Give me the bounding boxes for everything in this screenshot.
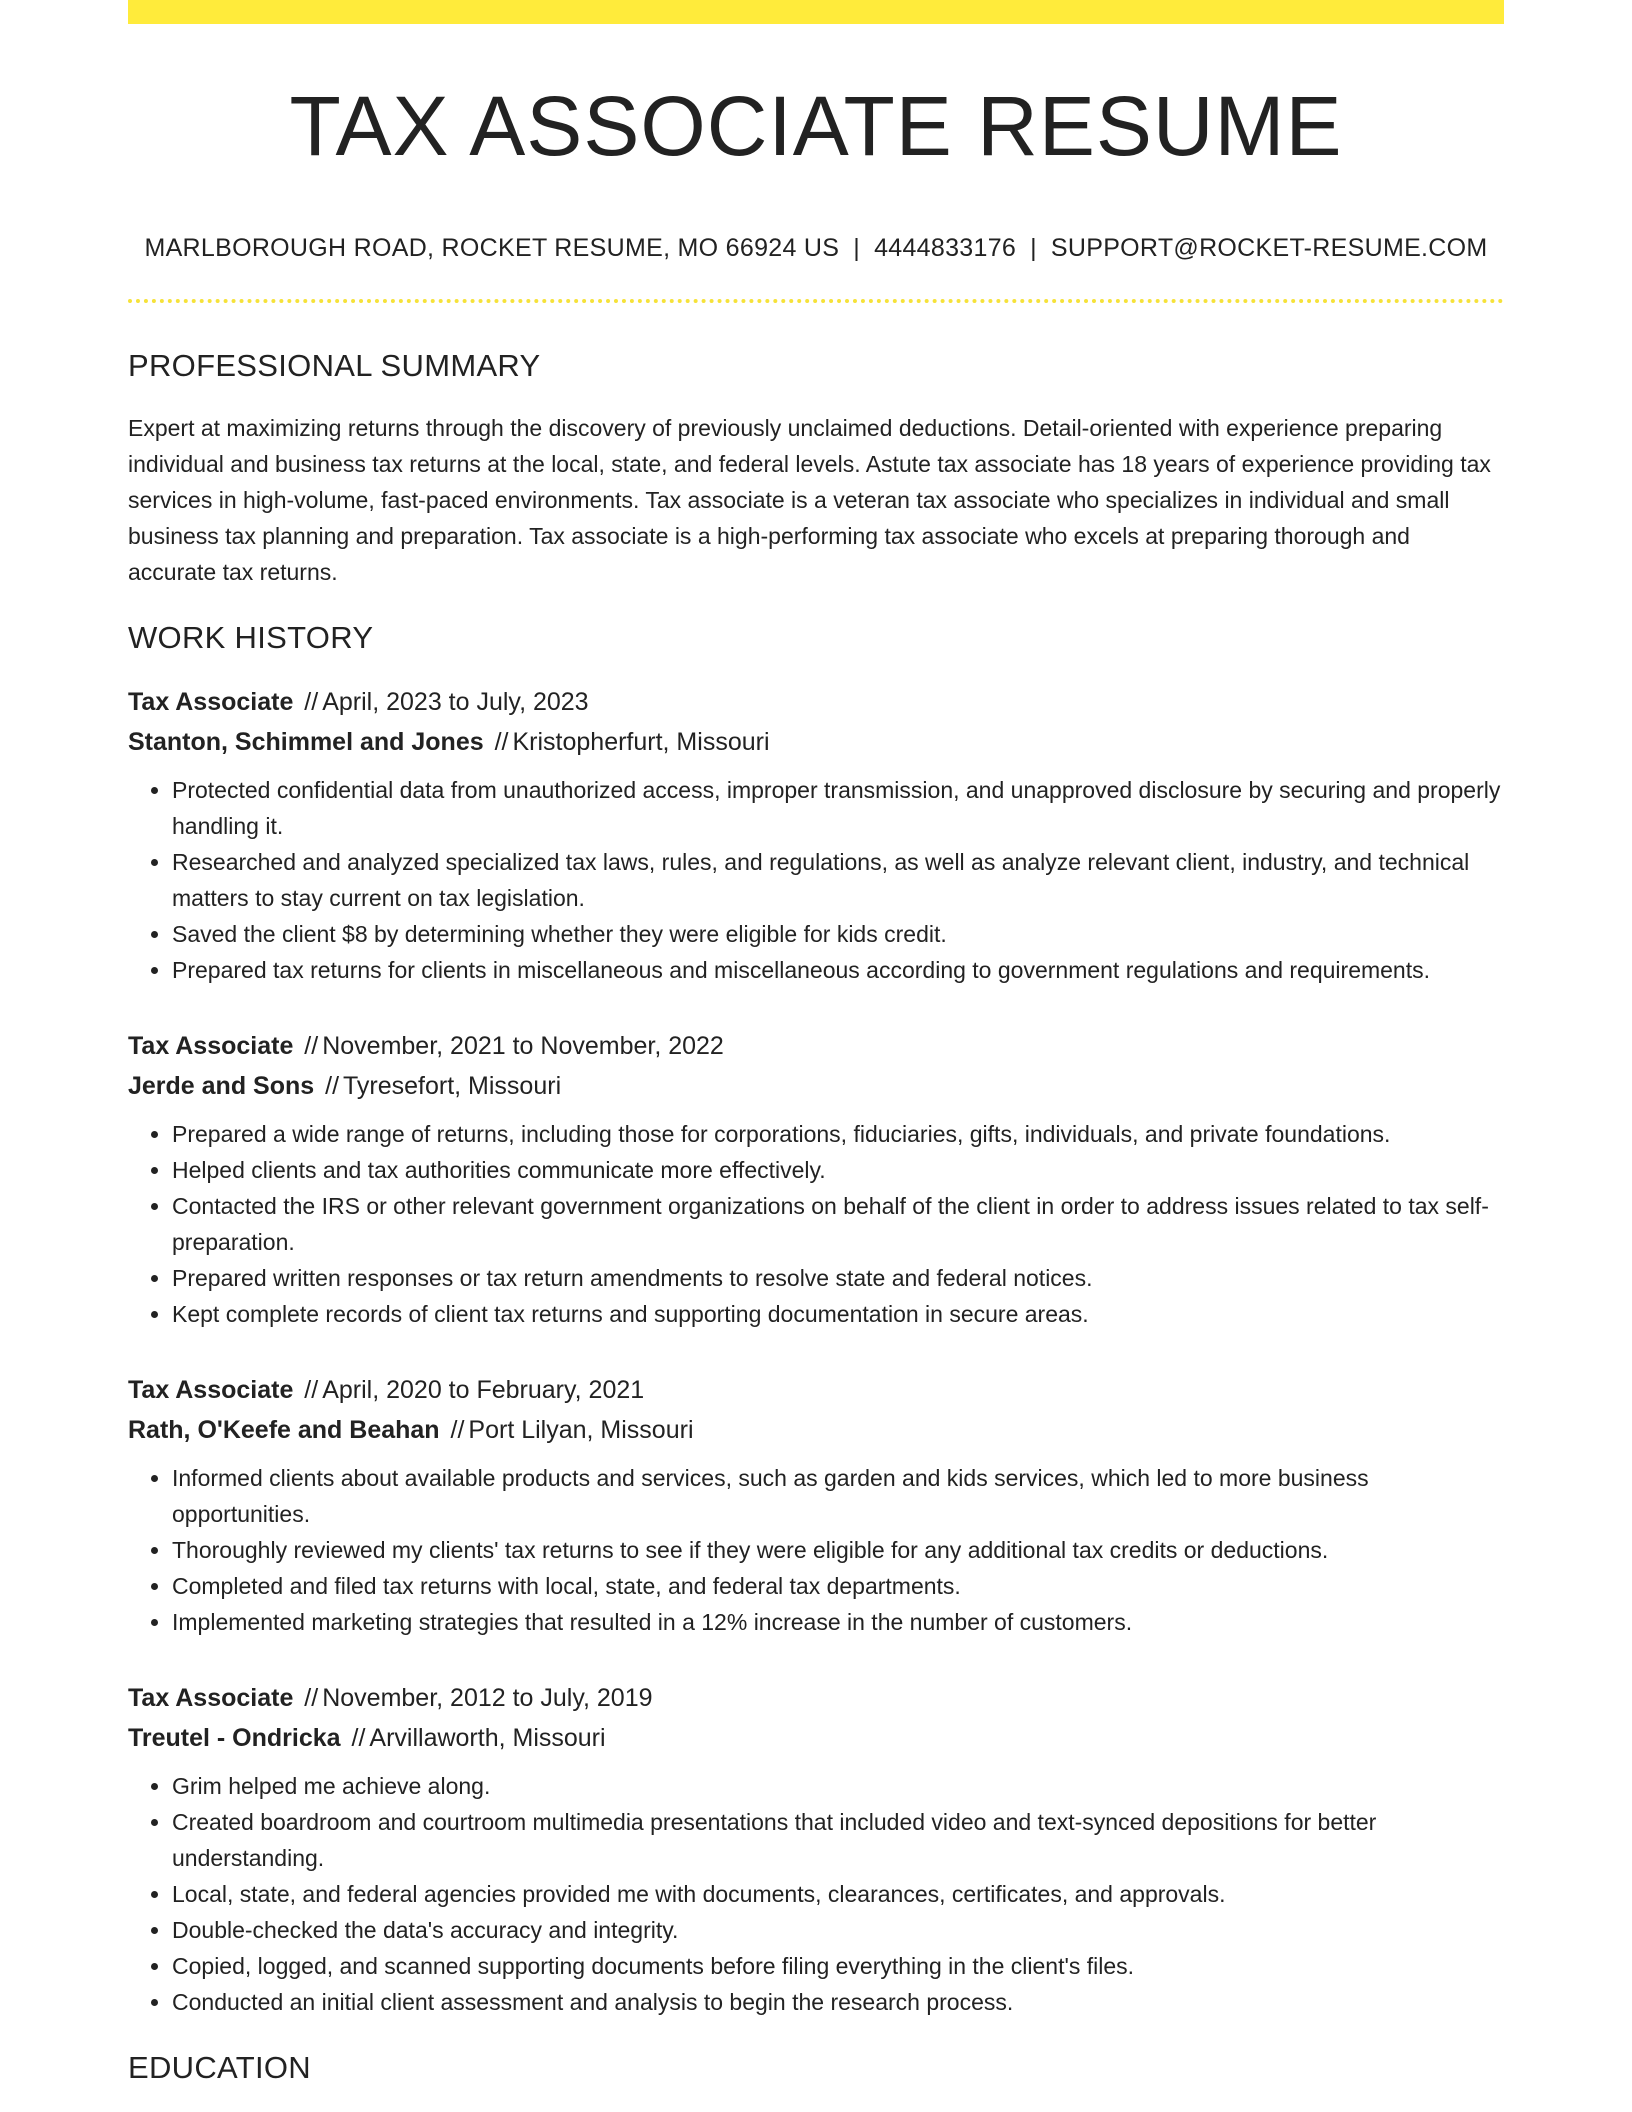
job-location: Arvillaworth, Missouri: [369, 1724, 606, 1753]
accent-bar: [128, 0, 1504, 24]
job-bullets: [128, 1768, 1504, 2020]
job-entry: [128, 1026, 1504, 1332]
job-bullets: [128, 772, 1504, 988]
job-entry: [128, 1370, 1504, 1640]
job-bullet: • Helped clients and tax authorities communicate more effectively.: [172, 1152, 1504, 1188]
job-title: Tax Associate: [128, 688, 294, 717]
job-dates: November, 2021 to November, 2022: [322, 1032, 724, 1061]
job-title-line: [128, 1026, 1504, 1066]
job-company: Jerde and Sons: [128, 1072, 315, 1101]
job-separator: //: [297, 1376, 319, 1405]
job-dates: April, 2023 to July, 2023: [322, 688, 589, 717]
job-separator: //: [487, 728, 509, 757]
job-bullets: [128, 1116, 1504, 1332]
job-bullet: • Completed and filed tax returns with local, state, and federal tax departments.: [172, 1568, 1504, 1604]
job-location: Tyresefort, Missouri: [343, 1072, 562, 1101]
job-bullet: • Created boardroom and courtroom multimedia presentations that included video and text-synced depositions for better understanding.: [172, 1804, 1504, 1876]
dotted-divider: [128, 299, 1504, 303]
job-bullet: • Saved the client $8 by determining whether they were eligible for kids credit.: [172, 916, 1504, 952]
job-bullet: • Grim helped me achieve along.: [172, 1768, 1504, 1804]
job-location: Port Lilyan, Missouri: [468, 1416, 694, 1445]
job-bullet: • Double-checked the data's accuracy and integrity.: [172, 1912, 1504, 1948]
job-company-line: [128, 722, 1504, 762]
job-separator: //: [344, 1724, 366, 1753]
section-heading-education: EDUCATION: [128, 2050, 311, 2086]
job-title-line: [128, 1678, 1504, 1718]
job-dates: November, 2012 to July, 2019: [322, 1684, 653, 1713]
resume-title: TAX ASSOCIATE RESUME: [289, 79, 1343, 173]
job-location: Kristopherfurt, Missouri: [512, 728, 770, 757]
job-bullet: • Informed clients about available products and services, such as garden and kids services, which led to more business opportunities.: [172, 1460, 1504, 1532]
contact-address: MARLBOROUGH ROAD, ROCKET RESUME, MO 66924 US: [144, 234, 840, 263]
section-heading-summary: PROFESSIONAL SUMMARY: [128, 348, 541, 384]
contact-separator: |: [853, 234, 861, 263]
job-title-line: [128, 682, 1504, 722]
job-separator: //: [297, 688, 319, 717]
job-bullet: • Prepared written responses or tax return amendments to resolve state and federal notices.: [172, 1260, 1504, 1296]
job-bullet: • Contacted the IRS or other relevant government organizations on behalf of the client in order to address issues related to tax self-preparation.: [172, 1188, 1504, 1260]
job-entry: [128, 682, 1504, 988]
job-bullet: • Kept complete records of client tax returns and supporting documentation in secure areas.: [172, 1296, 1504, 1332]
job-company-line: [128, 1066, 1504, 1106]
job-separator: //: [297, 1684, 319, 1713]
job-title: Tax Associate: [128, 1684, 294, 1713]
job-company: Stanton, Schimmel and Jones: [128, 728, 484, 757]
summary-paragraph: Expert at maximizing returns through the discovery of previously unclaimed deductions. Detail-oriented with experience preparing individual and business tax returns at the local, state, and federal levels. Astute tax associate has 18 years of experience providing tax services in high-volume, fast-paced environments. Tax associate is a veteran tax associate who specializes in individual and small business tax planning and preparation. Tax associate is a high-performing tax associate who excels at preparing thorough and accurate tax returns.: [128, 415, 1491, 586]
job-company-line: [128, 1410, 1504, 1450]
contact-line: [128, 234, 1504, 263]
job-title-line: [128, 1370, 1504, 1410]
job-bullet: • Thoroughly reviewed my clients' tax returns to see if they were eligible for any additional tax credits or deductions.: [172, 1532, 1504, 1568]
job-bullet: • Implemented marketing strategies that resulted in a 12% increase in the number of customers.: [172, 1604, 1504, 1640]
job-bullets: [128, 1460, 1504, 1640]
job-dates: April, 2020 to February, 2021: [322, 1376, 645, 1405]
job-company-line: [128, 1718, 1504, 1758]
job-separator: //: [443, 1416, 465, 1445]
resume-page: [128, 0, 1504, 2086]
contact-separator: |: [1030, 234, 1037, 263]
job-bullet: • Researched and analyzed specialized tax laws, rules, and regulations, as well as analyze relevant client, industry, and technical matters to stay current on tax legislation.: [172, 844, 1504, 916]
job-bullet: • Copied, logged, and scanned supporting documents before filing everything in the client's files.: [172, 1948, 1504, 1984]
job-bullet: • Local, state, and federal agencies provided me with documents, clearances, certificates, and approvals.: [172, 1876, 1504, 1912]
job-separator: //: [318, 1072, 340, 1101]
section-heading-work-history: WORK HISTORY: [128, 620, 374, 656]
job-bullet: • Protected confidential data from unauthorized access, improper transmission, and unapproved disclosure by securing and properly handling it.: [172, 772, 1504, 844]
job-company: Rath, O'Keefe and Beahan: [128, 1416, 440, 1445]
contact-email: SUPPORT@ROCKET-RESUME.COM: [1050, 234, 1488, 263]
job-title: Tax Associate: [128, 1376, 294, 1405]
contact-phone: 4444833176: [874, 234, 1017, 263]
job-separator: //: [297, 1032, 319, 1061]
job-bullet: • Conducted an initial client assessment and analysis to begin the research process.: [172, 1984, 1504, 2020]
job-entry: [128, 1678, 1504, 2020]
job-bullet: • Prepared a wide range of returns, including those for corporations, fiduciaries, gifts, individuals, and private foundations.: [172, 1116, 1504, 1152]
job-title: Tax Associate: [128, 1032, 294, 1061]
job-bullet: • Prepared tax returns for clients in miscellaneous and miscellaneous according to government regulations and requirements.: [172, 952, 1504, 988]
job-company: Treutel - Ondricka: [128, 1724, 341, 1753]
